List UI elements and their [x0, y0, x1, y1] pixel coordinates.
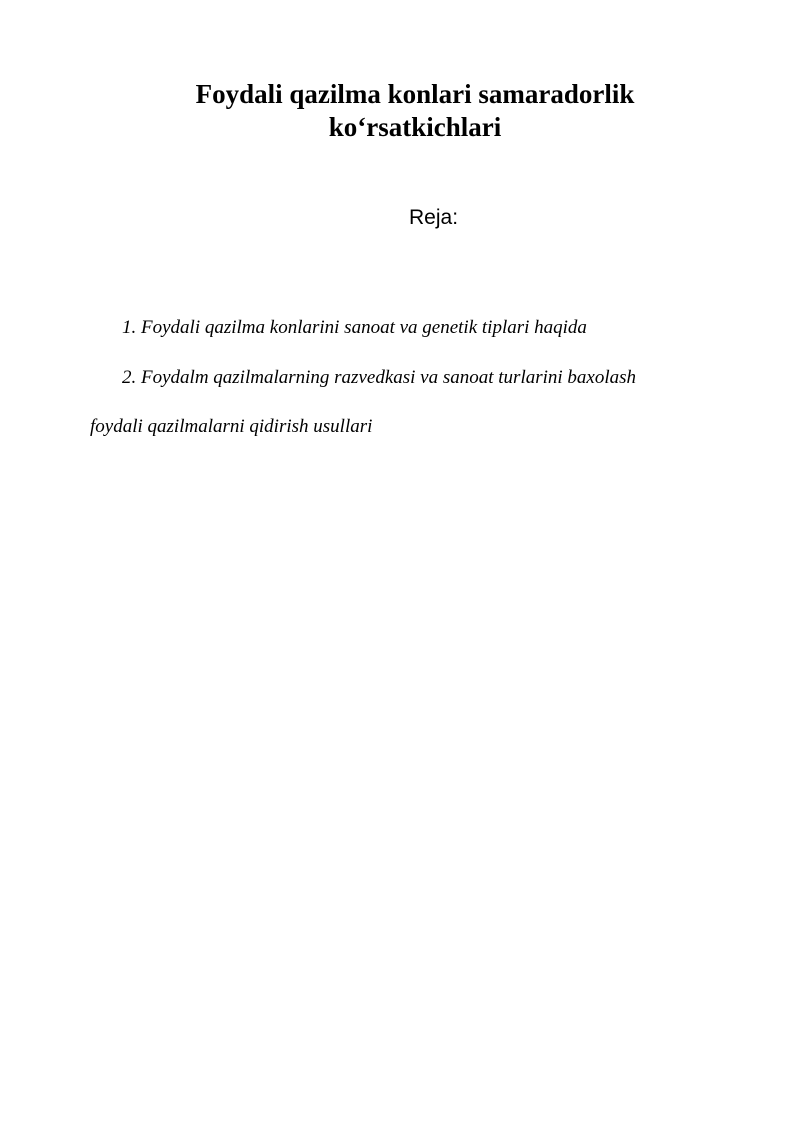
plan-item-1: 1. Foydali qazilma konlarini sanoat va genetik tiplari haqida	[122, 317, 587, 338]
document-title-line-2: ko‘rsatkichlari	[328, 112, 502, 142]
document-title	[120, 78, 710, 144]
document-title-line-1: Foydali qazilma konlari samaradorlik	[195, 79, 635, 109]
plan-item-2: 2. Foydalm qazilmalarning razvedkasi va sanoat turlarini baxolash	[122, 367, 637, 388]
plan-heading: Reja:	[409, 206, 459, 229]
plan-item-2-continuation: foydali qazilmalarni qidirish usullari	[90, 416, 373, 437]
